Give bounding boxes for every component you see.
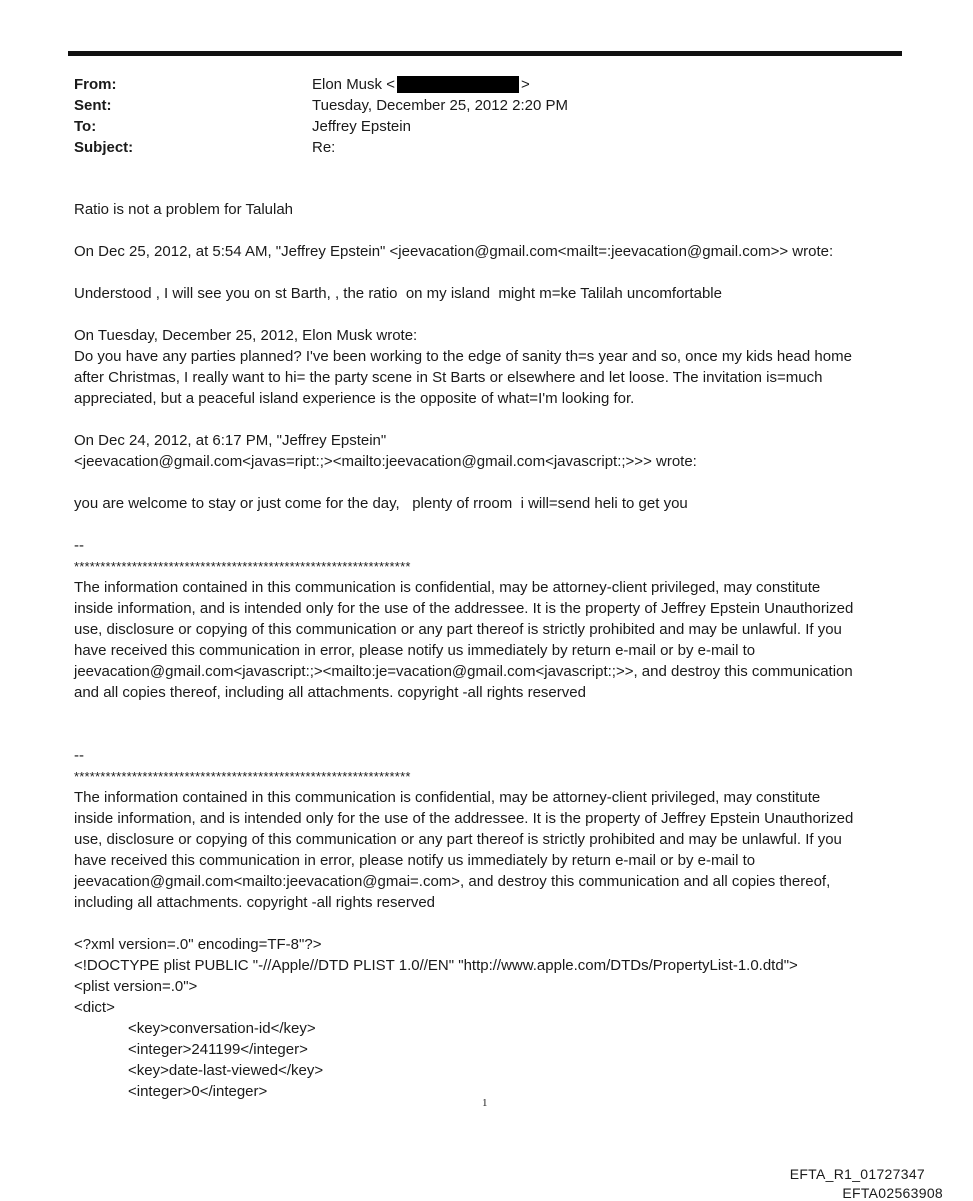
xml-line: <key>conversation-id</key> — [128, 1020, 316, 1037]
reply-text: after Christmas, I really want to hi= the party scene in St Barts or elsewhere and let loose. The invitation is=much — [74, 369, 823, 386]
sent-value: Tuesday, December 25, 2012 2:20 PM — [312, 97, 568, 114]
subject-value: Re: — [312, 139, 336, 156]
sent-row — [74, 95, 874, 116]
disclaimer-line: inside information, and is intended only for the use of the addressee. It is the property of Jeffrey Epstein Unauthorized — [74, 600, 854, 617]
page-number: 1 — [482, 1097, 488, 1109]
disclaimer-line: including all attachments. copyright -all rights reserved — [74, 894, 436, 911]
reply-text: appreciated, but a peaceful island experience is the opposite of what=I'm looking for. — [74, 390, 635, 407]
reply-text: you are welcome to stay or just come for the day, plenty of rroom i will=send heli to get you — [74, 495, 688, 512]
disclaimer-line: The information contained in this communication is confidential, may be attorney-client privileged, may constitute — [74, 789, 821, 806]
disclaimer-line: have received this communication in error, please notify us immediately by return e-mail or by e-mail to — [74, 642, 756, 659]
subject-row — [74, 137, 874, 158]
reply-header: On Tuesday, December 25, 2012, Elon Musk wrote: — [74, 327, 418, 344]
subject-label: Subject: — [74, 139, 134, 156]
signature-stars: **************************************************************** — [74, 769, 411, 784]
xml-line: <integer>0</integer> — [128, 1083, 268, 1100]
disclaimer-line: and all copies thereof, including all attachments. copyright -all rights reserved — [74, 684, 586, 701]
from-row — [74, 74, 874, 95]
xml-line: <integer>241199</integer> — [128, 1041, 308, 1058]
header-rule — [68, 51, 902, 56]
xml-line: <?xml version=.0" encoding=TF-8"?> — [74, 936, 322, 953]
from-value — [312, 74, 530, 95]
disclaimer-line: use, disclosure or copying of this communication or any part thereof is strictly prohibited and may be unlawful. If you — [74, 621, 842, 638]
disclaimer-line: The information contained in this communication is confidential, may be attorney-client privileged, may constitute — [74, 579, 821, 596]
xml-line: <!DOCTYPE plist PUBLIC "-//Apple//DTD PLIST 1.0//EN" "http://www.apple.com/DTDs/PropertyList-1.0.dtd"> — [74, 957, 798, 974]
to-row — [74, 116, 874, 137]
disclaimer-line: inside information, and is intended only for the use of the addressee. It is the property of Jeffrey Epstein Unauthorized — [74, 810, 854, 827]
disclaimer-line: jeevacation@gmail.com<javascript:;><mailto:je=vacation@gmail.com<javascript:;>>, and destroy this communication — [74, 663, 853, 680]
from-label: From: — [74, 76, 117, 93]
signature-dash: -- — [74, 537, 84, 554]
message-line: Ratio is not a problem for Talulah — [74, 201, 294, 218]
reply-header: <jeevacation@gmail.com<javas=ript:;><mailto:jeevacation@gmail.com<javascript:;>>> wrote: — [74, 453, 697, 470]
disclaimer-line: jeevacation@gmail.com<mailto:jeevacation@gmai=.com>, and destroy this communication and all copies thereof, — [74, 873, 831, 890]
disclaimer-line: use, disclosure or copying of this communication or any part thereof is strictly prohibited and may be unlawful. If you — [74, 831, 842, 848]
reply-text: Do you have any parties planned? I've been working to the edge of sanity th=s year and so, once my kids head home — [74, 348, 852, 365]
reply-header: On Dec 24, 2012, at 6:17 PM, "Jeffrey Epstein" — [74, 432, 387, 449]
reply-text: Understood , I will see you on st Barth, , the ratio on my island might m=ke Talilah uncomfortable — [74, 285, 722, 302]
signature-stars: **************************************************************** — [74, 559, 411, 574]
xml-line: <dict> — [74, 999, 115, 1016]
bates-number: EFTA02563908 — [842, 1185, 943, 1201]
disclaimer-line: have received this communication in error, please notify us immediately by return e-mail or by e-mail to — [74, 852, 756, 869]
to-value: Jeffrey Epstein — [312, 118, 411, 135]
bates-number: EFTA_R1_01727347 — [789, 1166, 925, 1182]
from-name: Elon Musk < — [312, 76, 395, 93]
signature-dash: -- — [74, 747, 84, 764]
xml-line: <key>date-last-viewed</key> — [128, 1062, 324, 1079]
redaction-box — [397, 76, 519, 93]
to-label: To: — [74, 118, 97, 135]
email-header — [74, 74, 874, 158]
email-body — [74, 199, 894, 1102]
reply-header: On Dec 25, 2012, at 5:54 AM, "Jeffrey Epstein" <jeevacation@gmail.com<mailt=:jeevacation@gmail.com>> wrote: — [74, 243, 834, 260]
xml-line: <plist version=.0"> — [74, 978, 198, 995]
from-close: > — [520, 76, 530, 93]
sent-label: Sent: — [74, 97, 112, 114]
